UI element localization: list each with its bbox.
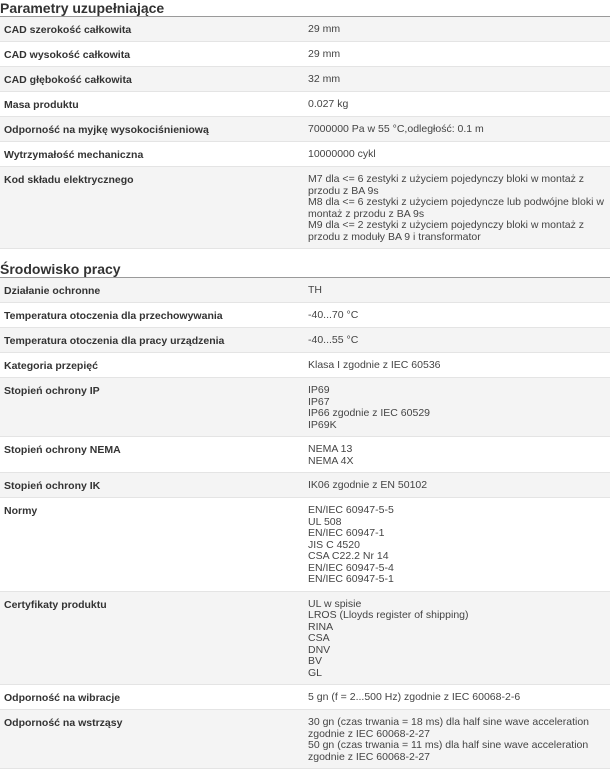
value-line: NEMA 13 xyxy=(308,443,353,455)
value-line: CSA C22.2 Nr 14 xyxy=(308,550,389,562)
row-label: Certyfikaty produktu xyxy=(4,598,107,611)
row-label-cell xyxy=(0,92,306,117)
table-row xyxy=(0,710,610,769)
row-label-cell xyxy=(0,67,306,92)
row-value xyxy=(308,353,610,377)
row-label-cell xyxy=(0,42,306,67)
row-value xyxy=(308,328,610,352)
value-line: JIS C 4520 xyxy=(308,538,360,551)
row-label-cell xyxy=(0,17,306,42)
row-value-cell xyxy=(306,278,610,303)
row-value xyxy=(308,592,610,685)
value-line: GL xyxy=(308,666,323,679)
table-row xyxy=(0,42,610,67)
value-line: M8 dla <= 6 zestyki z użyciem pojedyncze lub podwójne bloki w xyxy=(308,196,604,208)
row-value-cell xyxy=(306,498,610,592)
row-value-cell xyxy=(306,328,610,353)
value-line: M9 dla <= 2 zestyki z użyciem pojedynczy bloki w montaż z xyxy=(308,219,585,231)
row-value-cell xyxy=(306,142,610,167)
row-label: CAD wysokość całkowita xyxy=(4,49,131,61)
value-line: IK06 zgodnie z EN 50102 xyxy=(308,479,428,491)
value-line: CSA xyxy=(308,632,330,644)
row-label-cell xyxy=(0,591,306,685)
row-value-cell xyxy=(306,473,610,498)
row-value-cell xyxy=(306,17,610,42)
value-line: -40...70 °C xyxy=(308,309,359,321)
row-value xyxy=(308,378,610,436)
table-row xyxy=(0,685,610,710)
row-label: Wytrzymałość mechaniczna xyxy=(4,149,144,161)
table-row xyxy=(0,167,610,249)
table-row xyxy=(0,303,610,328)
value-line: przodu z BA 9s xyxy=(308,184,379,197)
row-value xyxy=(308,92,610,116)
table-row xyxy=(0,378,610,437)
value-line: DNV xyxy=(308,643,331,656)
spec-table-body xyxy=(0,278,610,769)
row-label-cell xyxy=(0,437,306,473)
row-label: Stopień ochrony IP xyxy=(4,385,100,397)
row-label: Odporność na wibracje xyxy=(4,692,121,704)
row-value xyxy=(308,17,610,41)
value-line: EN/IEC 60947-5-1 xyxy=(308,573,394,585)
row-value-cell xyxy=(306,67,610,92)
value-line: M7 dla <= 6 zestyki z użyciem pojedynczy bloki w montaż z xyxy=(308,173,585,185)
row-label: Odporność na wstrząsy xyxy=(4,717,123,729)
value-line: 7000000 Pa w 55 °C,odległość: 0.1 m xyxy=(308,123,484,135)
table-row xyxy=(0,278,610,303)
row-value-cell xyxy=(306,710,610,769)
row-label: Temperatura otoczenia dla przechowywania xyxy=(4,310,223,322)
value-line: Klasa I zgodnie z IEC 60536 xyxy=(308,359,441,371)
value-line: przodu z moduły BA 9 i transformator xyxy=(308,230,481,243)
row-label-cell xyxy=(0,117,306,142)
row-value-cell xyxy=(306,303,610,328)
table-row xyxy=(0,17,610,42)
row-label: Odporność na myjkę wysokociśnieniową xyxy=(4,124,209,136)
row-value-cell xyxy=(306,378,610,437)
row-value xyxy=(308,142,610,166)
row-label-cell xyxy=(0,353,306,378)
row-label: Kod składu elektrycznego xyxy=(4,174,134,186)
value-line: 10000000 cykl xyxy=(308,148,376,160)
row-value xyxy=(308,710,610,768)
value-line: -40...55 °C xyxy=(308,334,359,346)
row-value-cell xyxy=(306,42,610,67)
row-value xyxy=(308,685,610,709)
value-line: EN/IEC 60947-5-4 xyxy=(308,561,394,574)
row-value xyxy=(308,498,610,591)
spec-table-body xyxy=(0,17,610,249)
row-label-cell xyxy=(0,142,306,167)
value-line: montaż z przodu z BA 9s xyxy=(308,207,425,220)
row-label: Kategoria przepięć xyxy=(4,360,98,372)
row-value xyxy=(308,473,610,497)
row-value-cell xyxy=(306,92,610,117)
row-label: Normy xyxy=(4,505,38,517)
value-line: zgodnie z IEC 60068-2-27 xyxy=(308,750,430,763)
row-label-cell xyxy=(0,710,306,769)
value-line: EN/IEC 60947-5-5 xyxy=(308,504,394,516)
value-line: 30 gn (czas trwania = 18 ms) dla half sine wave acceleration xyxy=(308,716,590,728)
section-title: Środowisko pracy xyxy=(0,261,610,278)
value-line: 0.027 kg xyxy=(308,98,349,110)
value-line: EN/IEC 60947-1 xyxy=(308,527,385,539)
row-value-cell xyxy=(306,685,610,710)
table-row xyxy=(0,328,610,353)
table-row xyxy=(0,92,610,117)
table-row xyxy=(0,437,610,473)
table-row xyxy=(0,498,610,592)
row-value xyxy=(308,117,610,141)
value-line: BV xyxy=(308,655,323,667)
row-label-cell xyxy=(0,303,306,328)
value-line: 5 gn (f = 2...500 Hz) zgodnie z IEC 60068-2-6 xyxy=(308,691,521,703)
value-line: IP69K xyxy=(308,418,337,431)
row-label: CAD szerokość całkowita xyxy=(4,24,132,36)
row-value xyxy=(308,42,610,66)
value-line: TH xyxy=(308,284,322,296)
value-line: RINA xyxy=(308,620,334,633)
table-row xyxy=(0,591,610,685)
row-label: Masa produktu xyxy=(4,99,79,111)
value-line: UL 508 xyxy=(308,515,342,528)
spec-table xyxy=(0,278,610,769)
row-label-cell xyxy=(0,498,306,592)
value-line: IP66 zgodnie z IEC 60529 xyxy=(308,407,431,419)
value-line: 29 mm xyxy=(308,23,341,35)
row-label-cell xyxy=(0,278,306,303)
row-label: Stopień ochrony IK xyxy=(4,480,101,492)
value-line: UL w spisie xyxy=(308,597,362,610)
row-label: Temperatura otoczenia dla pracy urządzenia xyxy=(4,335,225,347)
row-value-cell xyxy=(306,437,610,473)
row-value-cell xyxy=(306,167,610,249)
section-additional-parameters xyxy=(0,0,610,249)
row-label-cell xyxy=(0,167,306,249)
row-label: CAD głębokość całkowita xyxy=(4,74,132,86)
row-label: Stopień ochrony NEMA xyxy=(4,444,121,456)
value-line: NEMA 4X xyxy=(308,454,354,467)
table-row xyxy=(0,67,610,92)
row-value-cell xyxy=(306,117,610,142)
section-title: Parametry uzupełniające xyxy=(0,0,610,17)
value-line: LROS (Lloyds register of shipping) xyxy=(308,609,469,621)
row-value-cell xyxy=(306,353,610,378)
row-value xyxy=(308,278,610,302)
value-line: IP67 xyxy=(308,395,330,408)
table-row xyxy=(0,473,610,498)
value-line: IP69 xyxy=(308,384,330,396)
row-value xyxy=(308,437,610,472)
section-environment xyxy=(0,261,610,769)
value-line: 32 mm xyxy=(308,73,341,85)
value-line: 50 gn (czas trwania = 11 ms) dla half sine wave acceleration xyxy=(308,739,589,751)
table-row xyxy=(0,117,610,142)
section-gap xyxy=(0,249,610,261)
spec-table xyxy=(0,17,610,249)
table-row xyxy=(0,353,610,378)
row-value-cell xyxy=(306,591,610,685)
row-value xyxy=(308,167,610,248)
row-value xyxy=(308,67,610,91)
value-line: 29 mm xyxy=(308,48,341,60)
value-line: zgodnie z IEC 60068-2-27 xyxy=(308,727,430,740)
table-row xyxy=(0,142,610,167)
row-label-cell xyxy=(0,473,306,498)
row-label: Działanie ochronne xyxy=(4,285,101,297)
row-value xyxy=(308,303,610,327)
row-label-cell xyxy=(0,378,306,437)
row-label-cell xyxy=(0,328,306,353)
row-label-cell xyxy=(0,685,306,710)
